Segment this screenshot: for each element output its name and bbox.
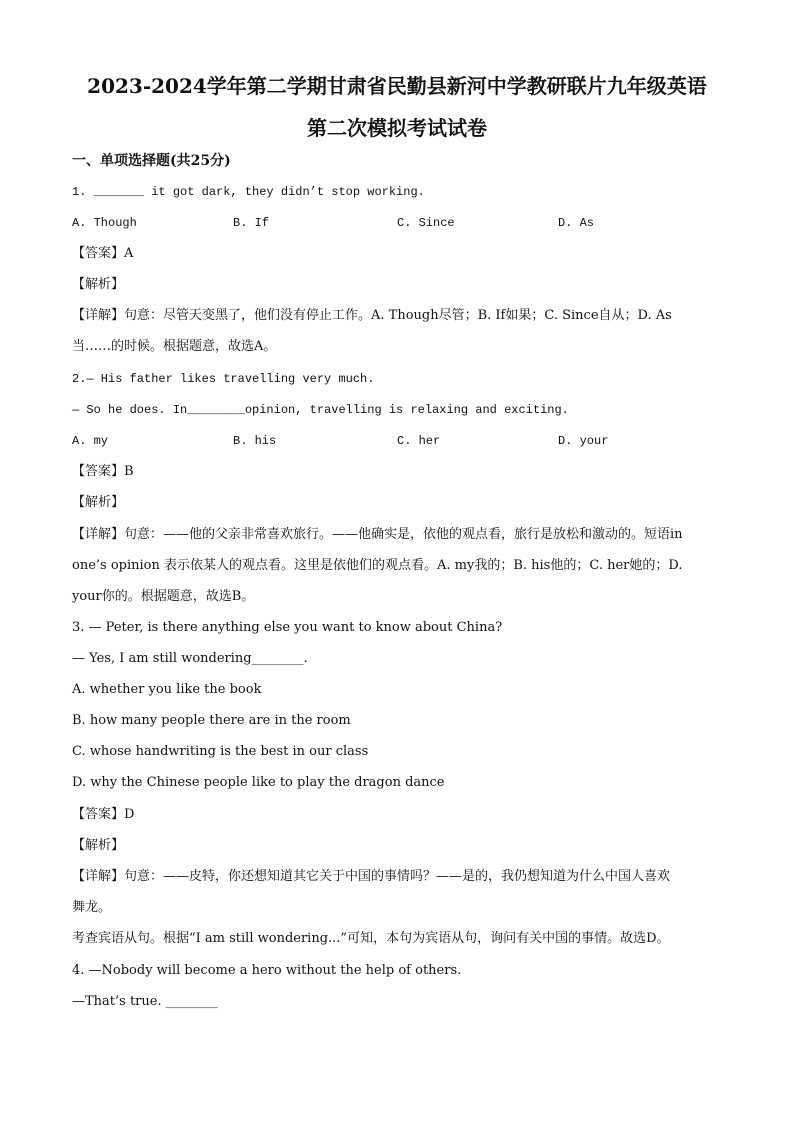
- q3-answer: 【答案】D: [72, 807, 135, 822]
- q1-analysis-label: 【解析】: [72, 277, 125, 292]
- q2-analysis-label: 【解析】: [72, 495, 125, 510]
- q3-option-d: D. why the Chinese people like to play the dragon dance: [72, 775, 445, 790]
- q1-option-a: A. Though: [72, 216, 137, 230]
- q2-stem-line1: 2.— His father likes travelling very much.: [72, 372, 375, 386]
- q1-option-d: D. As: [558, 216, 595, 230]
- q1-stem: 1. _______ it got dark, they didn’t stop working.: [72, 185, 425, 199]
- q3-option-b: B. how many people there are in the room: [72, 713, 351, 728]
- q2-answer: 【答案】B: [72, 464, 134, 479]
- q1-answer: 【答案】A: [72, 246, 134, 261]
- q4-stem-line2: —That’s true. ________: [72, 994, 218, 1009]
- q3-stem-line1: 3. — Peter, is there anything else you want to know about China?: [72, 620, 503, 635]
- q2-detail-line2: one’s opinion 表示依某人的观点看。这里是依他们的观点看。A. my我的；B. his他的；C. her她的；D.: [72, 558, 683, 573]
- q3-option-c: C. whose handwriting is the best in our class: [72, 744, 369, 759]
- q1-detail-line2: 当……的时候。根据题意，故选A。: [72, 339, 277, 354]
- q2-detail-line1: 【详解】句意：——他的父亲非常喜欢旅行。——他确实是，依他的观点看，旅行是放松和激动的。短语in: [72, 527, 683, 542]
- q3-option-a: A. whether you like the book: [72, 682, 262, 697]
- q2-detail-line3: your你的。根据题意，故选B。: [72, 589, 255, 604]
- q3-analysis-label: 【解析】: [72, 838, 125, 853]
- doc-title-line1: 2023-2024学年第二学期甘肃省民勤县新河中学教研联片九年级英语: [87, 74, 707, 98]
- q3-detail-line2: 舞龙。: [72, 900, 112, 915]
- q1-detail-line1: 【详解】句意：尽管天变黑了，他们没有停止工作。A. Though尽管；B. If如果；C. Since自从；D. As: [72, 308, 672, 323]
- q2-stem-line2: — So he does. In________opinion, travelling is relaxing and exciting.: [72, 403, 569, 417]
- doc-title-line2: 第二次模拟考试试卷: [307, 116, 487, 140]
- q3-detail-line1: 【详解】句意：——皮特，你还想知道其它关于中国的事情吗？——是的，我仍想知道为什么中国人喜欢: [72, 869, 671, 884]
- q2-option-b: B. his: [233, 434, 277, 448]
- q2-option-a: A. my: [72, 434, 109, 448]
- section-heading: 一、单项选择题(共25分): [72, 153, 231, 169]
- q2-option-d: D. your: [558, 434, 609, 448]
- q1-option-b: B. If: [233, 216, 270, 230]
- q4-stem-line1: 4. —Nobody will become a hero without the help of others.: [72, 963, 462, 978]
- q3-detail-line3: 考查宾语从句。根据“I am still wondering...”可知，本句为宾语从句，询问有关中国的事情。故选D。: [72, 931, 670, 946]
- q1-option-c: C. Since: [397, 216, 455, 230]
- q3-stem-line2: — Yes, I am still wondering________.: [72, 651, 308, 666]
- q2-option-c: C. her: [397, 434, 441, 448]
